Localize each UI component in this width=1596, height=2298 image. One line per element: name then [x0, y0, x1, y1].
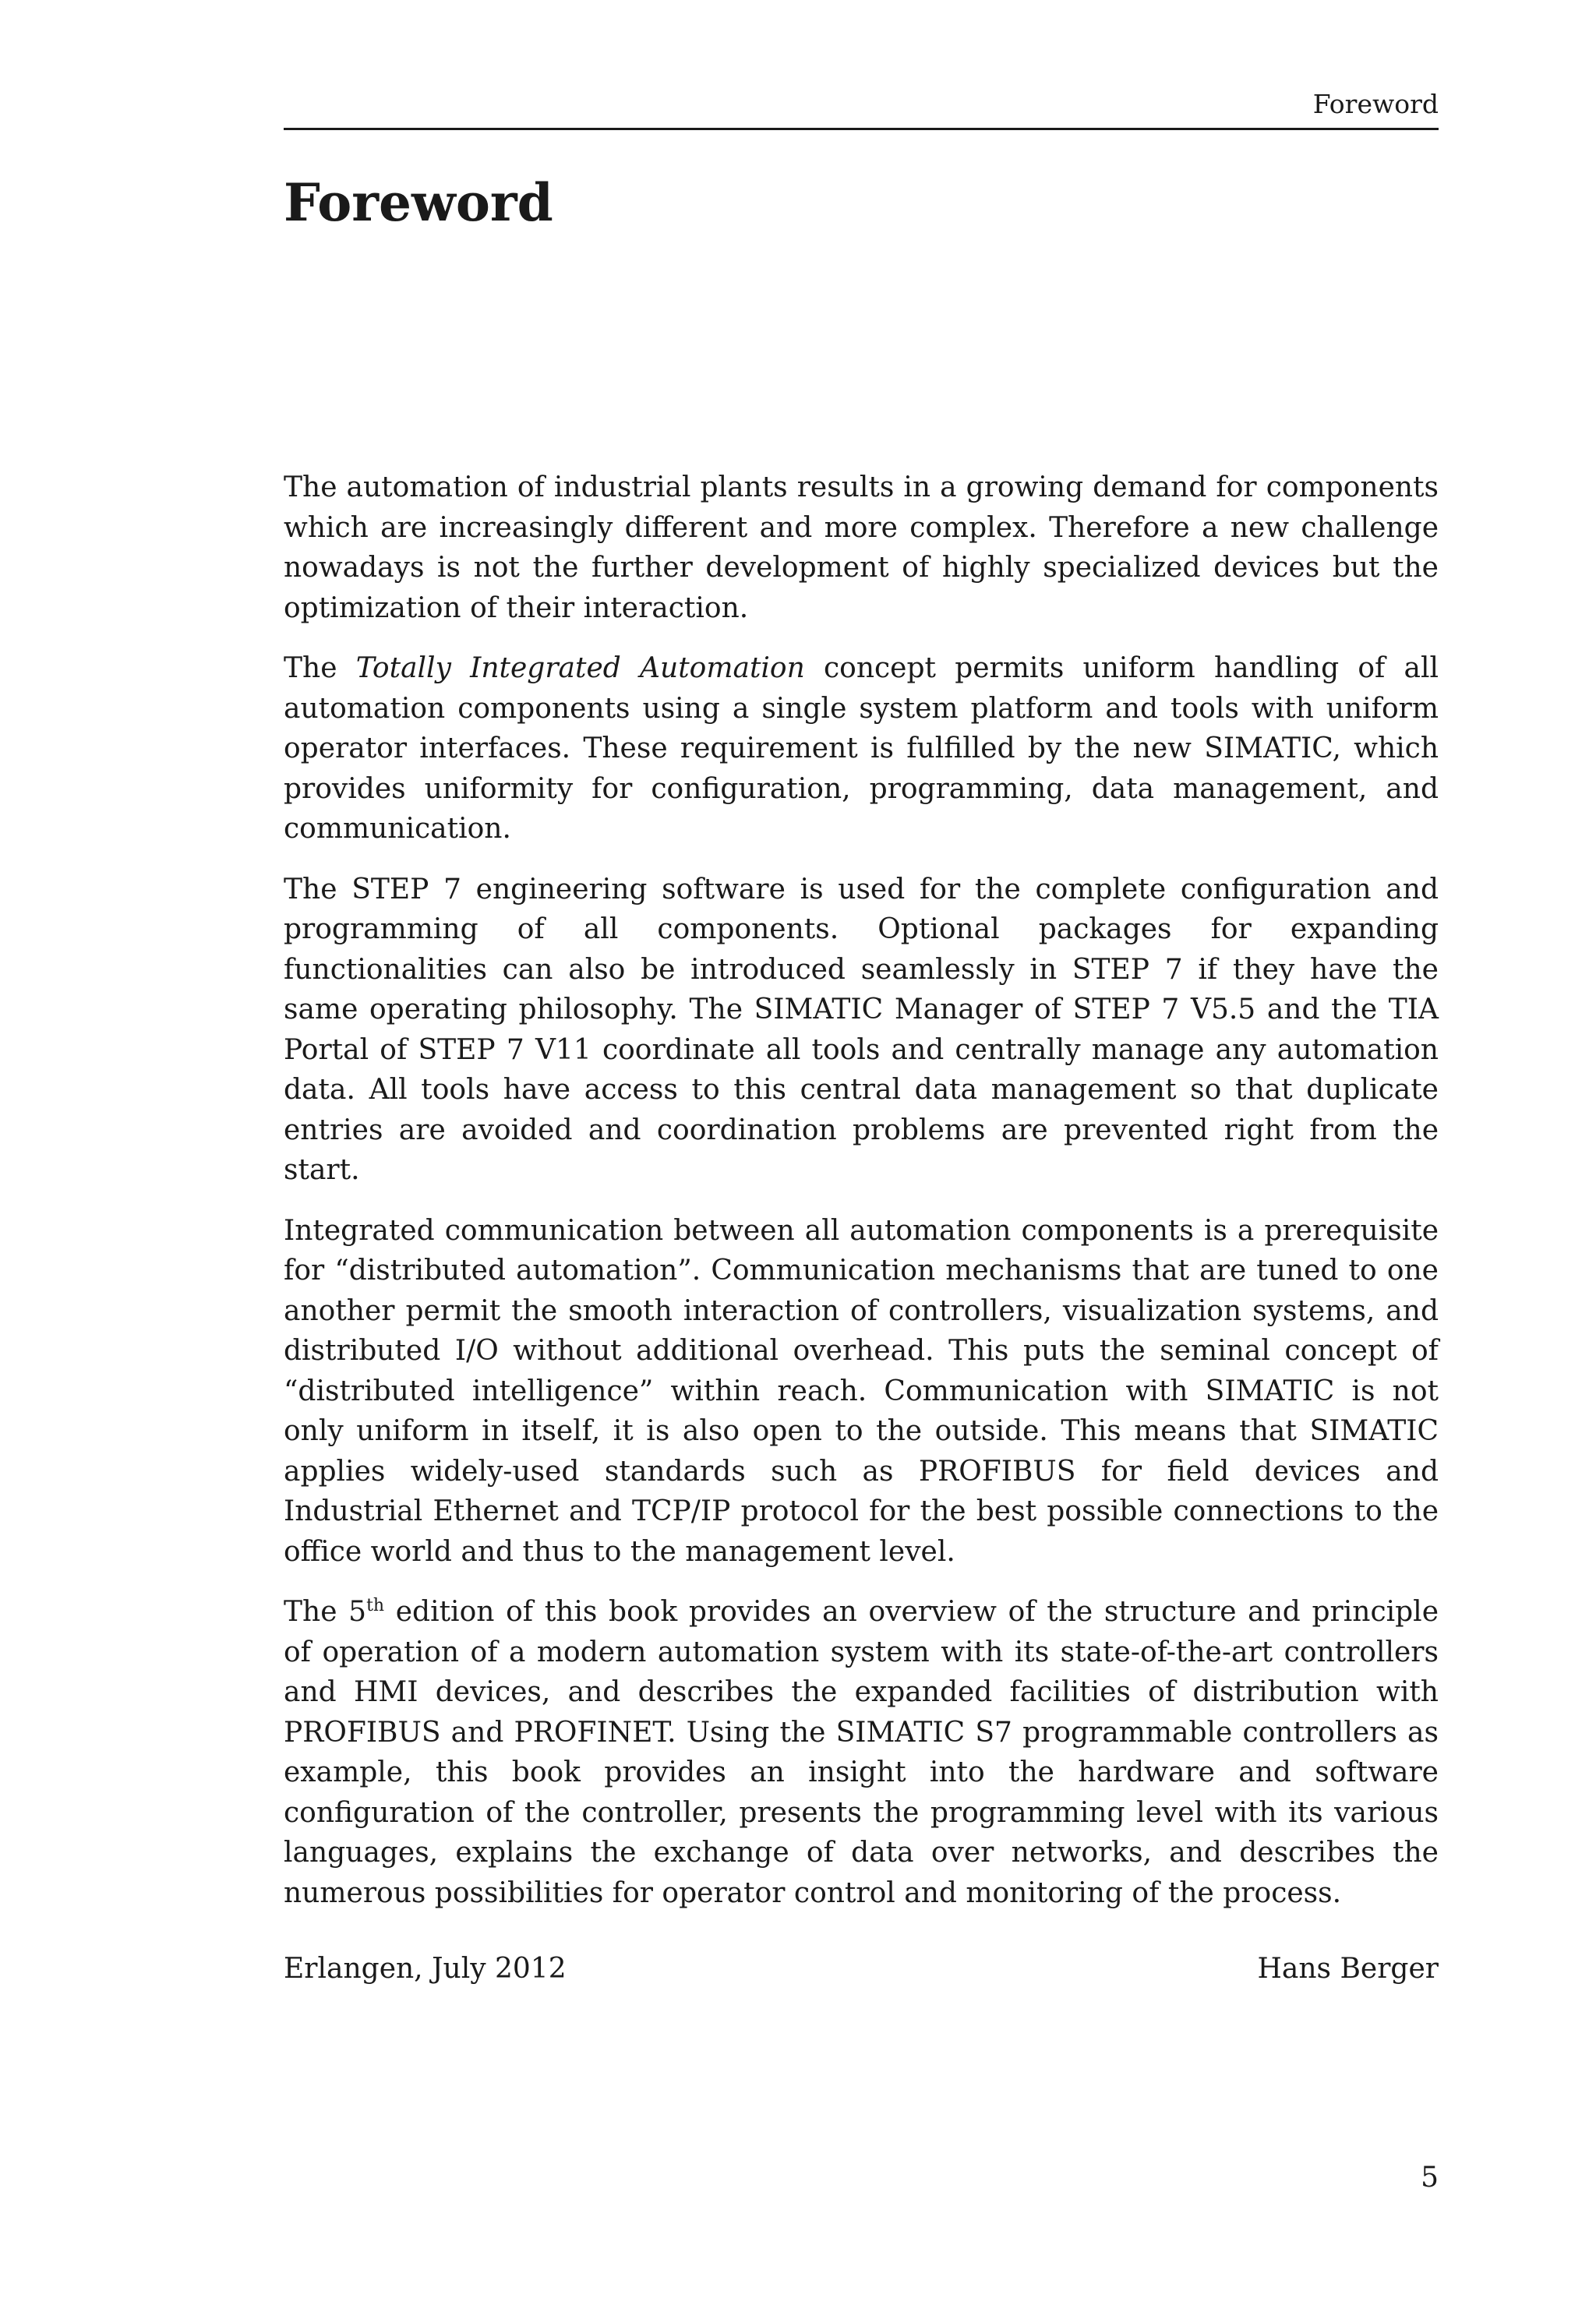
paragraph-5-prefix: The 5 — [284, 1596, 367, 1628]
header-rule — [284, 128, 1439, 130]
paragraph-2-suffix: concept permits uniform handling of all automation components using a single system platform and tools with uniform operator interfaces. These requirement is fulfilled by the new SIMATIC, which provides uniformity for configuration, programming, data management, and communication. — [284, 652, 1439, 845]
paragraph-4: Integrated communication between all automation components is a prerequisite for “distributed automation”. Communication mechanisms that are tuned to one another permit the smooth interaction of controllers, visualization systems, and distributed I/O without additional overhead. This puts the seminal concept of “distributed intelligence” within reach. Communication with SIMATIC is not only uniform in itself, it is also open to the outside. This means that SIMATIC applies widely-used standards such as PROFIBUS for field devices and Industrial Ethernet and TCP/IP protocol for the best possible connections to the office world and thus to the management level. — [284, 1214, 1439, 1568]
ordinal-superscript: th — [366, 1596, 385, 1615]
author-name: Hans Berger — [1257, 1953, 1439, 1985]
paragraph-5 — [284, 1592, 1439, 1913]
paragraph-1: The automation of industrial plants results in a growing demand for components which are increasingly different and more complex. Therefore a new challenge nowadays is not the further development of highly specialized devices but the optimization of their interaction. — [284, 471, 1439, 624]
running-header: Foreword — [1312, 89, 1439, 119]
body-text — [284, 468, 1439, 1933]
paragraph-3: The STEP 7 engineering software is used for the complete configuration and programming of all components. Optional packages for expanding functionalities can also be introduced seamlessly in STEP 7 if they have the same operating philosophy. The SIMATIC Manager of STEP 7 V5.5 and the TIA Portal of STEP 7 V11 coordinate all tools and centrally manage any automation data. All tools have access to this central data management so that duplicate entries are avoided and coordination problems are prevented right from the start. — [284, 873, 1439, 1186]
paragraph-2 — [284, 648, 1439, 849]
chapter-title: Foreword — [284, 172, 553, 233]
paragraph-5-suffix: edition of this book provides an overview of the structure and principle of operation of a modern automation system with its state-of-the-art controllers and HMI devices, and describes the expanded facilities of distribution with PROFIBUS and PROFINET. Using the SIMATIC S7 programmable controllers as example, this book provides an insight into the hardware and software configuration of the controller, presents the programming level with its various languages, explains the exchange of data over networks, and describes the numerous possibilities for operator control and monitoring of the process. — [284, 1596, 1439, 1909]
page-number: 5 — [1421, 2162, 1439, 2194]
paragraph-2-prefix: The — [284, 652, 356, 684]
signature-line — [284, 1950, 1439, 1989]
place-date: Erlangen, July 2012 — [284, 1953, 567, 1985]
product-name-italic: Totally Integrated Automation — [355, 652, 805, 684]
